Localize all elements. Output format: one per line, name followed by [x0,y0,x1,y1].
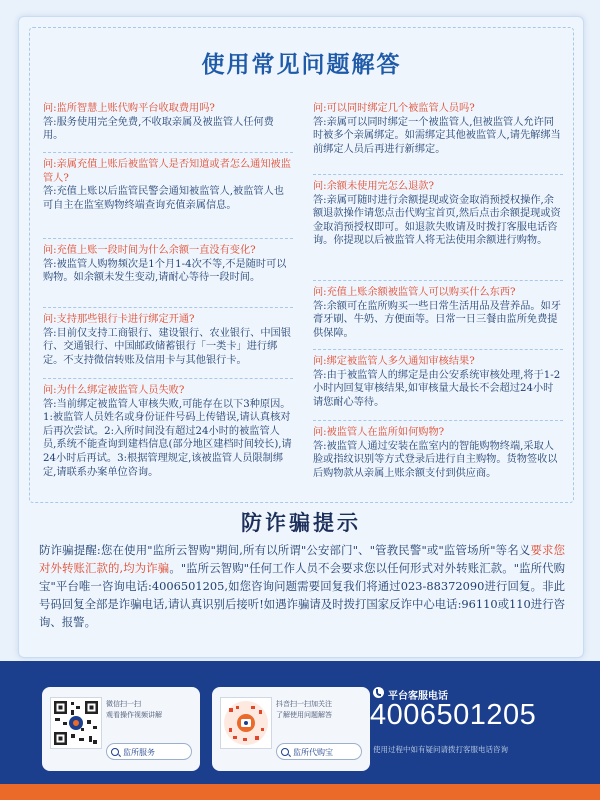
divider [43,152,293,153]
douyin-qr-card [212,687,370,771]
hotline-number[interactable]: 4006501205 [370,699,537,731]
wechat-qr-code-icon[interactable] [50,697,102,749]
search-icon [111,748,119,756]
faq-answer: 答:当前绑定被监管人审核失败,可能存在以下3种原因。1:被监管人员姓名或身份证件号码上传错误,请认真核对后再次尝试。2:入所时间没有超过24小时的被监管人员,系统不能查询到建档信息(部分地区建档时间较长),请24小时后再试。3:根据管理规定,该被监管人员限制绑定,请联系办案单位咨询。 [43,398,292,478]
faq-answer: 答:被监管人通过安装在监室内的智能购物终端,采取人脸或指纹识别等方式登录后进行自主购物。货物签收以后购物款从亲属上账余额支付到供应商。 [313,440,558,479]
faq-question: 问:可以同时绑定几个被监管人员吗? [313,103,475,114]
divider [43,238,293,239]
douyin-qr-caption [276,699,368,721]
faq-item [313,102,563,156]
faq-item [313,355,563,409]
faq-item [43,313,293,367]
douyin-qr-code-icon[interactable] [220,697,272,749]
faq-answer: 答:由于被监管人的绑定是由公安系统审核处理,将于1-2小时内回复审核结果,如审核量大最长不会超过24小时请您耐心等待。 [313,369,561,408]
divider [313,174,563,175]
faq-item [313,426,563,480]
hotline-note: 使用过程中如有疑问请拨打客服电话咨询 [373,745,508,754]
faq-question: 问:充值上账一段时间为什么余额一直没有变化? [43,245,256,256]
faq-question: 问:支持那些银行卡进行绑定开通? [43,314,195,325]
faq-panel [29,27,574,503]
faq-question: 问:被监管人在监所如何购物? [313,427,445,438]
faq-item [43,384,293,479]
faq-question: 问:充值上账余额被监管人可以购买什么东西? [313,287,516,298]
search-icon [281,748,289,756]
divider [43,307,293,308]
fraud-text-part2: 。"监所云智购"任何工作人员不会要求您以任何形式对外转账汇款。"监所代购宝"平台唯一咨询电话:4006501205,如您咨询问题需要回复我们将通过023-88372090进行回复。非此号码回复全部是诈骗电话,请认真识别后接听!如遇诈骗请及时拨打国家反诈中心电话:96110或110进行咨询、报警。 [39,561,565,629]
wechat-qr-card [42,687,200,771]
divider [313,349,563,350]
divider [43,378,293,379]
wechat-qr-line1: 微信扫一扫 [106,700,141,708]
faq-item [313,286,563,340]
faq-answer: 答:余额可在监所购买一些日常生活用品及营养品。如牙膏牙刷、牛奶、方便面等。日常一日三餐由监所免费提供保障。 [313,300,561,339]
faq-title: 使用常见问题解答 [201,51,402,78]
faq-question: 问:绑定被监管人多久通知审核结果? [313,356,475,367]
fraud-warning-text [39,541,565,631]
faq-question: 问:为什么绑定被监管人员失败? [43,385,185,396]
faq-answer: 答:服务使用完全免费,不收取亲属及被监管人任何费用。 [43,116,274,142]
fraud-text-highlight: 要求您对外转账汇款的,均为诈骗 [39,543,565,575]
footer-bar [0,661,600,800]
faq-item [43,158,293,212]
douyin-search-text: 监所代购宝 [293,748,333,757]
fraud-text-part1: 防诈骗提醒:您在使用"监所云智购"期间,所有以所谓"公安部门"、"管教民警"或"监管场所"等名义 [39,543,531,557]
wechat-search-text: 监所服务 [123,748,155,757]
faq-answer: 答:被监管人购物频次是1个月1-4次不等,不是随时可以购物。如余额未发生变动,请耐心等待一段时间。 [43,258,287,284]
faq-answer: 答:亲属可随时进行余额提现或资金取消预授权操作,余额退款操作请您点击代购宝首页,然后点击余额提现或资金取消预授权即可。如退款失败请及时拨打客服电话咨询。你提现以后被监管人将无法使用余额进行购物。 [313,194,561,247]
hotline-label: 平台客服电话 [388,691,448,702]
douyin-search-box[interactable] [276,743,362,760]
faq-item [43,102,293,143]
faq-item [313,180,563,248]
wechat-qr-caption [106,699,198,721]
wechat-search-box[interactable] [106,743,192,760]
faq-question: 问:监所智慧上账代购平台收取费用吗? [43,103,215,114]
douyin-qr-line1: 抖音扫一扫加关注 [276,700,332,708]
faq-item [43,244,293,285]
divider [313,420,563,421]
faq-answer: 答:充值上账以后监管民警会通知被监管人,被监管人也可自主在监室购物终端查询充值亲属信息。 [43,186,284,211]
phone-icon [373,687,384,698]
faq-answer: 答:目前仅支持工商银行、建设银行、农业银行、中国银行、交通银行、中国邮政储蓄银行「一类卡」进行绑定。不支持微信转账及信用卡与其他银行卡。 [43,327,291,366]
info-sheet [18,16,584,658]
wechat-qr-line2: 观看操作视频讲解 [106,711,162,719]
bottom-stripe [0,784,600,800]
faq-question: 问:余额未使用完怎么退款? [313,181,434,192]
faq-answer: 答:亲属可以同时绑定一个被监管人,但被监管人允许同时被多个亲属绑定。如需绑定其他被监管人,请先解绑当前绑定人员后再进行新绑定。 [313,116,561,155]
fraud-title: 防诈骗提示 [241,510,361,535]
faq-question: 问:亲属充值上账后被监管人是否知道或者怎么通知被监管人? [43,159,291,184]
douyin-qr-line2: 了解使用问题解答 [276,711,332,719]
divider [313,280,563,281]
